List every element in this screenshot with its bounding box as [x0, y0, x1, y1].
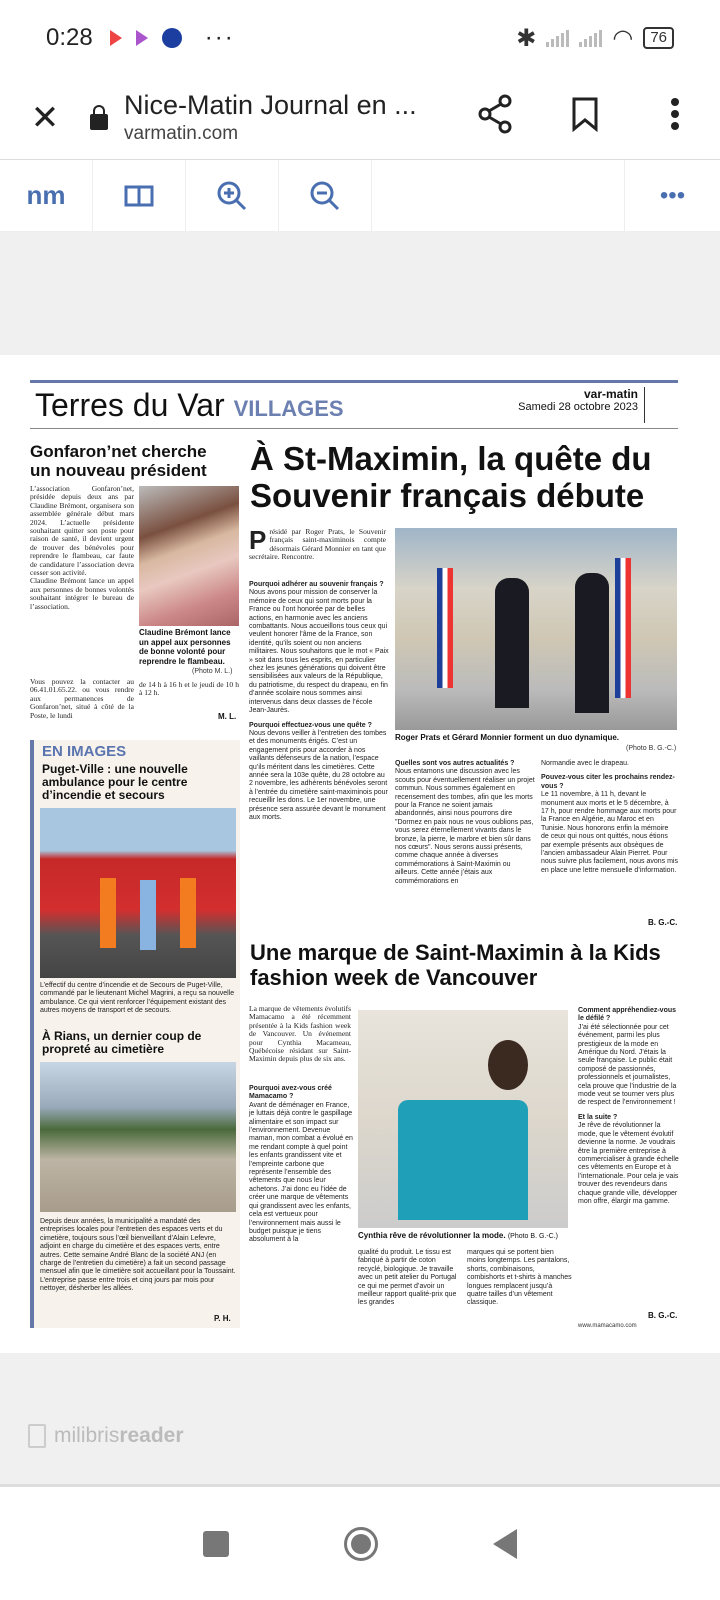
page-url[interactable]: varmatin.com — [124, 123, 239, 144]
bluetooth-icon: ✱ — [516, 24, 537, 52]
recents-button-icon[interactable] — [203, 1531, 229, 1557]
section-header — [35, 387, 344, 424]
person-left — [495, 578, 529, 708]
fashion-answer-1-cont2: marques qui se portent bien moins longtemps. Les pantalons, shorts, combinaisons, combishorts et t-shirts à manches longues remplacent jusqu’à quatre tailles d’un vêtement classique. — [467, 1249, 572, 1307]
question-4: Pouvez-vous citer les prochains rendez-vous ? — [541, 774, 675, 790]
browser-bar — [0, 76, 720, 160]
article-left-caption: Claudine Brémont lance un appel aux personnes de bonne volonté pour reprendre le flambeau. — [139, 628, 231, 666]
article-left-credit: (Photo M. L.) — [192, 668, 233, 675]
answer-1: Nous avons pour mission de conserver la mémoire de ceux qui sont morts pour la France ou l’ont honorée par de belles actions, en harmonie avec les anciens combattants. Nous accueillons tous ceux qui veulent honorer l’âme de la France, son identité, qu’ils soient ou non anciens militaires. Nous souhaitons que le mot « Paix » soit dans tous les esprits, en particulier chez les jeunes générations qui doivent être sensibilisées aux valeurs de la République, du patriotisme, du respect du drapeau, en fin d’année scolaire nous sommes ainsi intervenus dans deux classes de l’école Jean-Jaurès. — [249, 589, 389, 715]
bookmark-icon[interactable] — [540, 96, 630, 140]
signal-icon-2 — [579, 29, 602, 47]
firefighter-2 — [140, 880, 156, 950]
status-bar — [0, 0, 720, 76]
article-fashion-signature: B. G.-C. — [648, 1311, 678, 1320]
firefighter — [100, 878, 116, 948]
fashion-credit: (Photo B. G.-C.) — [507, 1233, 559, 1240]
article-main-col3 — [541, 760, 678, 875]
reader-background — [0, 232, 720, 355]
question-3: Quelles sont vos autres actualités ? — [395, 760, 515, 767]
answer-3: Nous entamons une discussion avec les scouts pour éventuellement réaliser un projet commun. Nous sommes également en recensement des tombes, afin que les morts pour la France ne soient jamais abandonnés, ainsi nous pourrons dire "Dormez en paix nous ne vous oublions pas, vous serez éternellement vivants dans le bronze, la pierre, le marbre et bien sûr dans nos cœurs". Nous serons aussi présents, comme chaque année à diverses commémorations à Saint-Maximin ou ailleurs. Cette année j’étais aux commémorations en — [395, 768, 535, 885]
fashion-question-3: Et la suite ? — [578, 1113, 618, 1121]
fashion-answer-1: Avant de déménager en France, je luttais déjà contre le gaspillage alimentaire et son impact sur l’environnement. Devenue maman, mon combat a évolué en me rendant compte à quel point les enfants grandissent vite et l’empreinte carbone que représente l’ensemble des vêtements que nous leur achetons. J’ai donc eu l’idée de créer une marque de vêtements qui grandissent avec les enfants, cela est vertueux pour l’environnement mais aussi le budget puisque je tiens absolument à la — [249, 1101, 353, 1244]
answer-2: Nous devons veiller à l’entretien des tombes et des monuments érigés. C’est un engagement pris pour accorder à nos vaillants défenseurs de la nation, l’espace qu’ils méritent dans les cimetières. Cette année sera la 103e quête, du 28 octobre au 2 novembre, les adhérents bénévoles seront à l’entrée du cimetière saint-maximinois pour recueillir les dons. Le 1er novembre, une présence sera assurée devant le monument aux morts. — [249, 729, 388, 821]
more-options-button[interactable]: ••• — [659, 181, 686, 209]
document-icon — [28, 1424, 46, 1448]
section-title: Terres du Var — [35, 387, 225, 423]
photo-cimetiere — [40, 1062, 236, 1212]
en-images-text-1: L’effectif du centre d’incendie et de Secours de Puget-Ville, commandé par le lieutenant Michel Magrini, a reçu sa nouvelle ambulance. Ce qui vient renforcer l’équipement existant des autres moyens de transport et de secours. — [40, 982, 235, 1015]
dropcap: P — [249, 525, 267, 555]
battery-icon: 76 — [643, 27, 674, 49]
blue-garment — [398, 1100, 528, 1220]
brand-light: milibris — [54, 1424, 120, 1447]
en-images-title-1: Puget-Ville : une nouvelle ambulance pour le centre d’incendie et secours — [42, 762, 188, 802]
wifi-icon: ◠ — [612, 24, 634, 52]
en-images-title-2: À Rians, un dernier coup de propreté au cimetière — [42, 1029, 202, 1056]
flag-left — [437, 568, 453, 688]
play-app-icon — [110, 30, 122, 46]
header-rule — [30, 428, 678, 429]
question-2: Pourquoi effectuez-vous une quête ? — [249, 721, 372, 729]
article-main-intro — [249, 525, 386, 562]
lock-icon — [90, 114, 108, 130]
article-left-p1: L’association Gonfaron’net, présidée depuis deux ans par Claudine Brémont, organisera son assemblée générale début mars 2024. L’actuelle présidente souhaitant quitter son poste pour raison de santé, il devient urgent de trouver des bénévoles pour reprendre le flambeau, car faute de candidature l’association devra cesser son activité. — [30, 484, 134, 578]
flag-right — [615, 558, 631, 698]
fashion-answer-3: Je rêve de révolutionner la mode, que le vêtement évolutif devienne la norme. Je voudrais être la première entreprise à commercialiser à grande échelle ces vêtements en Europe et à l’internationale. Pour cela je vais trouver des revendeurs dans chaque grande ville, développer mon offre, élargir ma gamme. — [578, 1122, 679, 1205]
fashion-question-2: Comment appréhendiez-vous le défilé ? — [578, 1007, 677, 1023]
photo-ambulance — [40, 808, 236, 978]
article-main-col2 — [395, 760, 535, 886]
app-avatar-icon — [162, 28, 182, 48]
article-fashion-col1 — [249, 1085, 353, 1245]
status-time: 0:28 — [46, 24, 93, 51]
photo-claudine-bremont — [139, 486, 239, 626]
publication-name: var-matin — [583, 387, 638, 401]
home-button-icon[interactable] — [344, 1527, 378, 1561]
fashion-website[interactable]: www.mamacamo.com — [578, 1323, 637, 1329]
milibris-reader-logo — [28, 1424, 184, 1448]
publication-box — [518, 387, 645, 423]
subsection-title: VILLAGES — [233, 396, 344, 421]
person-head — [488, 1040, 528, 1090]
close-icon[interactable]: ✕ — [30, 98, 60, 137]
article-left-body — [30, 485, 134, 611]
answer-3-cont: Normandie avec le drapeau. — [541, 760, 629, 767]
photo-roger-prats-gerard-monnier — [395, 528, 677, 730]
article-fashion-title: Une marque de Saint-Maximin à la Kids fashion week de Vancouver — [250, 940, 661, 990]
share-icon[interactable] — [450, 94, 540, 142]
fashion-answer-2: J’ai été sélectionnée pour cet événement, parmi les plus prestigieux de la mode en Amérique du Nord. J’étais la seule française. Le public était composé de passionnés, professionnels et journalistes, cela prouve que l’industrie de la mode veut se tourner vers plus de respect de l’environnement ! — [578, 1023, 677, 1107]
article-main-title: À St-Maximin, la quête du Souvenir français débute — [250, 440, 652, 514]
brand-bold: reader — [119, 1424, 184, 1447]
nm-logo-button[interactable]: nm — [0, 160, 93, 231]
double-page-icon[interactable] — [93, 160, 186, 231]
article-left-p3: Vous pouvez la contacter au 06.41.01.65.22. ou vous rendre aux permanences de Gonfaron’net, situé à côté de la Poste, le lundi — [30, 677, 134, 720]
newspaper-page[interactable] — [0, 355, 720, 1353]
firefighter-3 — [180, 878, 196, 948]
fashion-question-1: Pourquoi avez-vous créé Mamacamo ? — [249, 1085, 332, 1101]
article-main-credit: (Photo B. G.-C.) — [626, 745, 677, 752]
en-images-signature: P. H. — [214, 1314, 231, 1323]
page-title: Nice-Matin Journal en ... — [124, 90, 417, 120]
signal-icon — [546, 29, 569, 47]
en-images-box — [30, 740, 240, 1328]
fashion-answer-1-cont: qualité du produit. Le tissu est fabriqué à partir de coton recyclé, biologique. Je travaille avec un petit atelier du Portugal ce qui me permet d’avoir un meilleur rapport qualité-prix que les grandes — [358, 1249, 457, 1307]
more-notifications-icon: ··· — [204, 24, 235, 51]
article-main-intro-text: résidé par Roger Prats, le Souvenir français saint-maximinois compte désormais Gérard Monnier en tant que secrétaire. Rencontre. — [249, 527, 386, 562]
zoom-out-icon[interactable] — [279, 160, 372, 231]
reader-toolbar — [0, 160, 720, 232]
article-left-signature: M. L. — [218, 712, 237, 721]
article-fashion-intro: La marque de vêtements évolutifs Mamacamo a été récemment présentée à la Kids fashion week de Vancouver. Un événement pour Cynthia Macameau, Québécoise résidant sur Saint-Maximin depuis plus de six ans. — [249, 1004, 351, 1064]
fashion-caption-text: Cynthia rêve de révolutionner la mode. — [358, 1231, 506, 1240]
answer-4: Le 11 novembre, à 11 h, devant le monument aux morts et le 5 décembre, à 17 h, pour rendre hommage aux morts pour la France en Algérie, au Maroc et en Tunisie. Nous honorons enfin la mémoire de ceux qui nous ont quittés, nous étions par exemple présents aux obsèques de l’ancien ambassadeur Alain Pierret. Pour nous suivre plus facilement, nous avons mis en place une lettre mensuelle d’information. — [541, 791, 678, 874]
article-main-col1 — [249, 581, 389, 822]
back-button-icon[interactable] — [493, 1529, 517, 1559]
play-app-icon-2 — [136, 30, 148, 46]
en-images-label: EN IMAGES — [42, 743, 127, 760]
photo-cynthia-macameau — [358, 1010, 568, 1228]
top-rule — [30, 380, 678, 383]
article-left-p4: de 14 h à 16 h et le jeudi de 10 h à 12 h. — [139, 680, 239, 698]
more-vert-icon[interactable] — [630, 97, 720, 139]
android-nav-bar — [0, 1484, 720, 1600]
article-main-signature: B. G.-C. — [648, 918, 678, 927]
en-images-text-2: Depuis deux années, la municipalité a mandaté des entreprises locales pour l’entretien des espaces verts et du cimetière, toujours sous l’œil bienveillant d’Alain Lefevre, adjoint en charge du cimetière et des espaces verts, entre autres. Cette semaine André Blanc de la société ANJ (en charge de l’entretien du cimetière) a fait un second passage mensuel afin que le cimetière soit accueillant pour la Toussaint. L’entreprise passe entre trois et cinq jours par mois pour nettoyer, désherber les allées. — [40, 1218, 236, 1293]
question-1: Pourquoi adhérer au souvenir français ? — [249, 581, 384, 588]
article-fashion-caption — [358, 1231, 573, 1242]
article-fashion-col4 — [578, 1007, 680, 1206]
publication-date: Samedi 28 octobre 2023 — [518, 401, 638, 413]
zoom-in-icon[interactable] — [186, 160, 279, 231]
article-left-title: Gonfaron’net cherche un nouveau président — [30, 442, 207, 480]
person-right — [575, 573, 609, 713]
reader-footer — [0, 1353, 720, 1484]
article-main-caption: Roger Prats et Gérard Monnier forment un duo dynamique. — [395, 733, 620, 742]
article-left-p2: Claudine Brémont lance un appel aux personnes de bonnes volontés souhaitant intégrer le bureau de l’association. — [30, 576, 134, 611]
